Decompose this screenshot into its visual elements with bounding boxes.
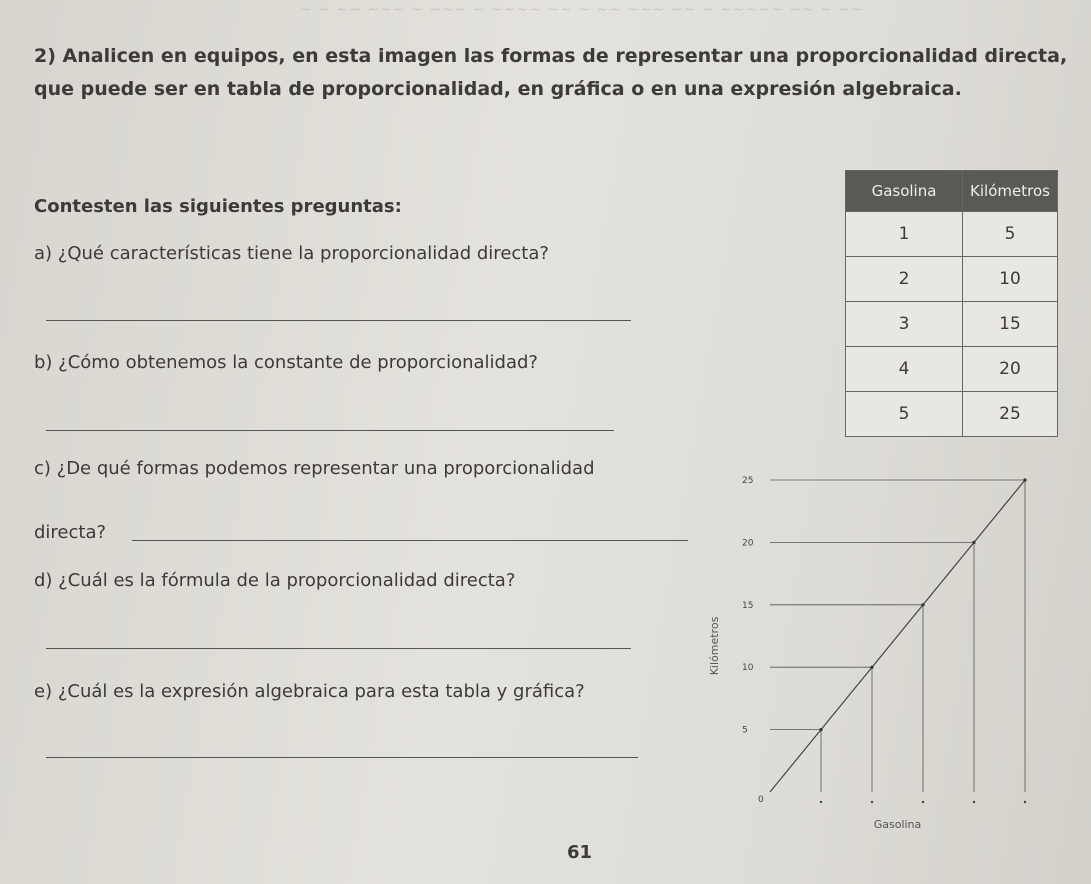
proportionality-table xyxy=(845,170,1058,437)
table-row xyxy=(846,302,1058,347)
series-line xyxy=(770,480,1025,792)
x-axis-title: Gasolina xyxy=(873,818,922,831)
y-tick-label: 5 xyxy=(742,725,748,736)
table-cell: 20 xyxy=(963,347,1058,392)
table-cell: 3 xyxy=(846,302,963,347)
y-tick-label: 15 xyxy=(742,600,754,611)
table-row xyxy=(846,257,1058,302)
data-point xyxy=(972,541,975,544)
table-cell: 1 xyxy=(846,212,963,257)
answer-line-b[interactable] xyxy=(46,430,614,431)
x-tick-mark xyxy=(1024,801,1026,803)
question-b: b) ¿Cómo obtenemos la constante de proporcionalidad? xyxy=(34,352,538,373)
y-axis-title: Kilómetros xyxy=(708,616,721,676)
bleed-through-text: ~ ~ ~~ ~~~ ~ ~~~ ~ ~~~~ ~~ ~ ~~ ~~~ ~~ ~ ~~~~~ ~~ ~ ~~ xyxy=(300,2,864,18)
table-cell: 4 xyxy=(846,347,963,392)
data-point xyxy=(921,603,924,606)
table-row xyxy=(846,212,1058,257)
exercise-intro: 2) Analicen en equipos, en esta imagen las formas de representar una proporcionalidad directa, que puede ser en tabla de proporcionalidad, en gráfica o en una expresión algebraica. xyxy=(34,45,1068,100)
x-tick-mark xyxy=(973,801,975,803)
answer-line-d[interactable] xyxy=(46,648,631,649)
table-cell: 5 xyxy=(846,392,963,437)
y-tick-label: 20 xyxy=(742,538,754,549)
answer-line-a[interactable] xyxy=(46,320,631,321)
table-cell: 5 xyxy=(963,212,1058,257)
question-d: d) ¿Cuál es la fórmula de la proporcionalidad directa? xyxy=(34,570,516,591)
x-tick-mark xyxy=(922,801,924,803)
table-cell: 25 xyxy=(963,392,1058,437)
page-number: 61 xyxy=(567,842,593,863)
table-row xyxy=(846,347,1058,392)
table-cell: 2 xyxy=(846,257,963,302)
question-c: c) ¿De qué formas podemos representar una proporcionalidad xyxy=(34,458,595,479)
data-point xyxy=(819,728,822,731)
question-c-continued: directa? xyxy=(34,522,107,543)
proportionality-graph xyxy=(700,420,1080,865)
header-gasolina: Gasolina xyxy=(846,171,963,212)
data-point xyxy=(870,666,873,669)
question-a: a) ¿Qué características tiene la proporcionalidad directa? xyxy=(34,243,549,264)
answer-line-e[interactable] xyxy=(46,757,638,758)
answer-line-c[interactable] xyxy=(132,540,688,541)
x-tick-mark xyxy=(871,801,873,803)
x-tick-label-origin: 0 xyxy=(758,795,764,805)
y-tick-label: 25 xyxy=(742,476,754,486)
header-kilometros: Kilómetros xyxy=(963,171,1058,212)
x-tick-mark xyxy=(820,801,822,803)
questions-title: Contesten las siguientes preguntas: xyxy=(34,196,402,217)
data-point xyxy=(1023,478,1026,481)
table-cell: 10 xyxy=(963,257,1058,302)
table-cell: 15 xyxy=(963,302,1058,347)
y-tick-label: 10 xyxy=(742,663,754,674)
question-e: e) ¿Cuál es la expresión algebraica para esta tabla y gráfica? xyxy=(34,681,585,702)
table-header-row xyxy=(846,171,1058,212)
